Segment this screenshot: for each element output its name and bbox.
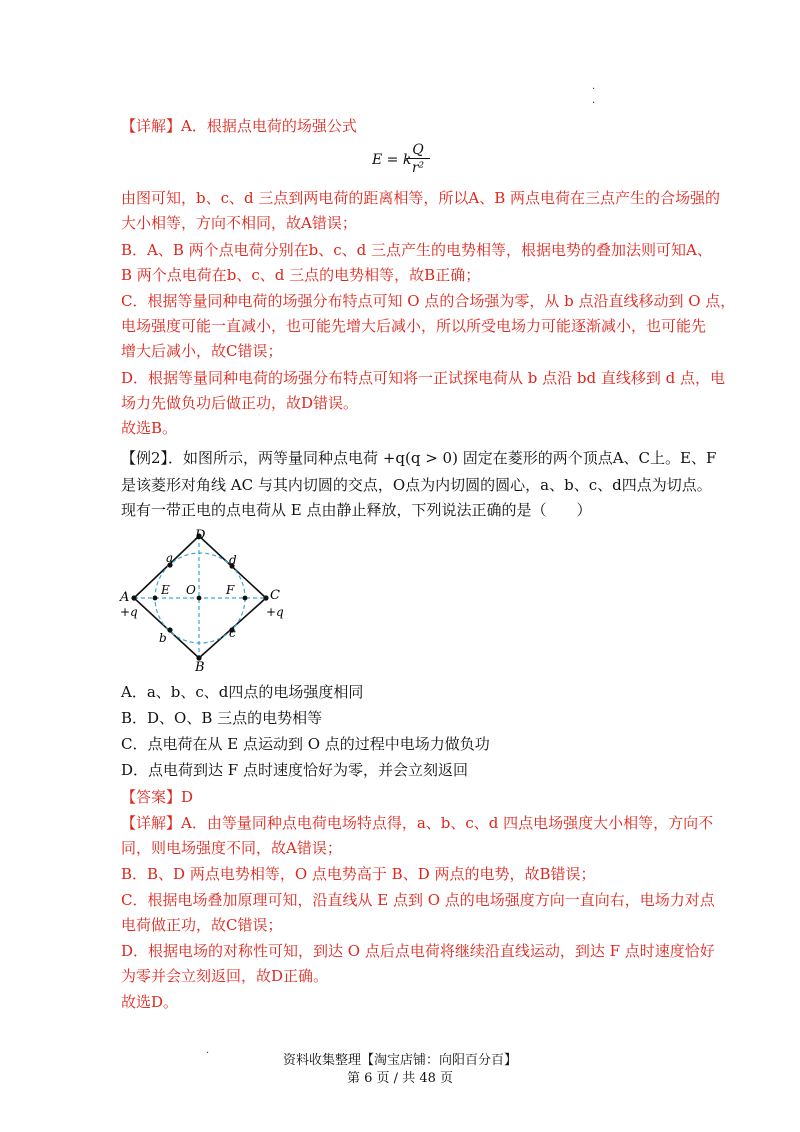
- analysis1-line: 大小相等，方向不相同，故A错误；: [121, 214, 357, 232]
- analysis1-line: 增大后减小，故C错误；: [121, 342, 283, 360]
- answer-line: 电荷做正功，故C错误；: [121, 916, 283, 934]
- analysis1-line: D．根据等量同种电荷的场强分布特点可知将一正试探电荷从 b 点沿 bd 直线移到 d 点，电: [121, 369, 726, 387]
- formula-numerator: Q: [406, 142, 430, 159]
- formula-fraction: [406, 142, 430, 177]
- point-b: [167, 627, 172, 632]
- label-O: O: [186, 583, 196, 597]
- point-left: [131, 595, 136, 600]
- example2-question-line: 【例2】．如图所示，两等量同种点电荷 +q(q > 0) 固定在菱形的两个顶点A、C上。E、F: [121, 449, 717, 467]
- label-d: d: [229, 553, 237, 567]
- analysis1-line: B 两个点电荷在b、c、d 三点的电势相等，故B正确；: [121, 266, 481, 284]
- analysis1-line: B．A、B 两个点电荷分别在b、c、d 三点产生的电势相等，根据电势的叠加法则可知A、: [121, 241, 712, 259]
- analysis1-line: 由图可知，b、c、d 三点到两电荷的距离相等，所以A、B 两点电荷在三点产生的合场强的: [121, 189, 721, 207]
- label-a: a: [166, 551, 174, 565]
- point-right: [263, 595, 268, 600]
- footer-page-number: 第 6 页 / 共 48 页: [347, 1071, 453, 1086]
- label-c: c: [229, 626, 236, 640]
- option-b: B．D、O、B 三点的电势相等: [121, 709, 323, 727]
- corner-mark: ·: [592, 98, 596, 109]
- example2-question-line: 现有一带正电的点电荷从 E 点由静止释放，下列说法正确的是（ ）: [121, 501, 592, 519]
- rhombus-figure: [114, 528, 284, 673]
- answer-conclusion: 故选D。: [121, 993, 179, 1011]
- option-c: C．点电荷在从 E 点运动到 O 点的过程中电场力做负功: [121, 735, 490, 753]
- point-o: [197, 596, 202, 601]
- answer-line: 【详解】A．由等量同种点电荷电场特点得，a、b、c、d 四点电场强度大小相等，方向不: [121, 814, 714, 832]
- corner-mark: ·: [592, 84, 596, 95]
- example2-question-line: 是该菱形对角线 AC 与其内切圆的交点，O点为内切圆的圆心，a、b、c、d四点为切点。: [121, 476, 712, 494]
- formula-denominator: r²: [411, 160, 425, 176]
- option-d: D．点电荷到达 F 点时速度恰好为零，并会立刻返回: [121, 761, 468, 779]
- footer-source: 资料收集整理【淘宝店铺：向阳百分百】: [282, 1053, 517, 1068]
- answer-line: D．根据电场的对称性可知，到达 O 点后点电荷将继续沿直线运动，到达 F 点时速度恰好: [121, 942, 715, 960]
- label-C: C: [270, 588, 280, 603]
- footer-mark: ·: [206, 1048, 210, 1059]
- analysis1-line: 电场强度可能一直减小，也可能先增大后减小，所以所受电场力可能逐渐减小，也可能先: [121, 317, 707, 335]
- answer-line: 为零并会立刻返回，故D正确。: [121, 967, 329, 985]
- formula-lhs: E = k: [372, 152, 412, 168]
- label-b: b: [159, 631, 167, 645]
- answer-label: 【答案】D: [121, 788, 194, 806]
- analysis1-conclusion: 故选B。: [121, 419, 178, 437]
- label-D: D: [195, 528, 206, 543]
- label-B: B: [195, 660, 205, 673]
- label-F: F: [226, 583, 235, 597]
- field-formula: [372, 142, 432, 182]
- analysis1-header: 【详解】A．根据点电荷的场强公式: [121, 117, 357, 135]
- label-A: A: [120, 590, 130, 605]
- answer-line: 同，则电场强度不同，故A错误；: [121, 839, 342, 857]
- option-a: A．a、b、c、d四点的电场强度相同: [121, 683, 364, 701]
- analysis1-line: C．根据等量同种电荷的场强分布特点可知 O 点的合场强为零，从 b 点沿直线移动到 O 点，: [121, 292, 736, 310]
- label-E: E: [161, 583, 170, 597]
- analysis1-line: 场力先做负功后做正功，故D错误。: [121, 394, 359, 412]
- answer-line: B．B、D 两点电势相等，O 点电势高于 B、D 两点的电势，故B错误；: [121, 865, 596, 883]
- point-f: [243, 596, 248, 601]
- point-e: [153, 596, 158, 601]
- label-qC: +q: [266, 605, 284, 619]
- label-qA: +q: [120, 605, 138, 619]
- answer-line: C．根据电场叠加原理可知，沿直线从 E 点到 O 点的电场强度方向一直向右，电场力对点: [121, 891, 715, 909]
